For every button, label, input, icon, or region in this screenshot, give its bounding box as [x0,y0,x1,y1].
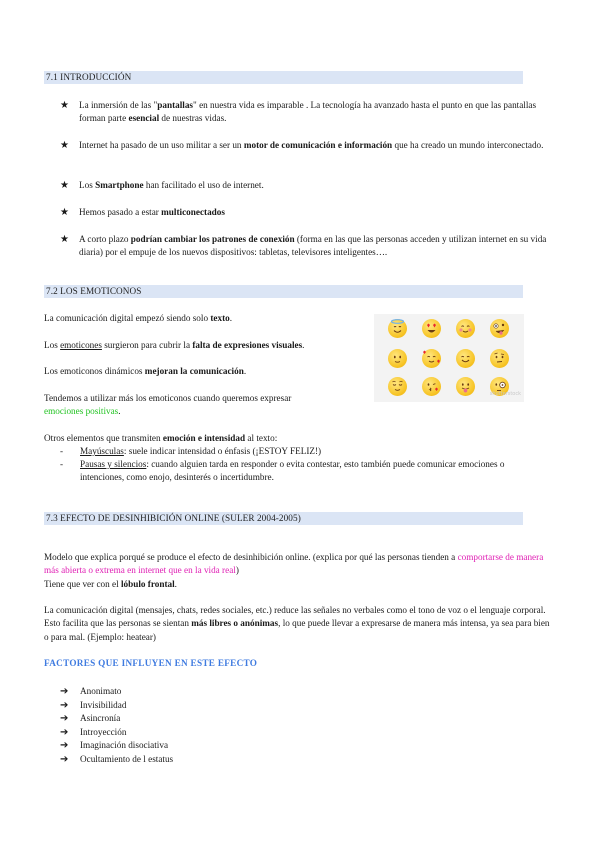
factor-label: Introyección [80,726,127,737]
blush-emoji-icon [456,319,475,338]
arrow-bullet-icon: ➔ [60,726,69,738]
factor-label: Anonimato [80,686,122,696]
heart-eyes-emoji-icon [422,319,441,338]
paragraph: Modelo que explica porqué se produce el efecto de desinhibición online. (explica por qué las personas tienden a comportarse de manera más abierta o extrema en internet que en la vida real) [44,552,544,576]
paragraph: Los emoticones surgieron para cubrir la falta de expresiones visuales. [44,340,305,350]
arrow-bullet-icon: ➔ [60,713,69,724]
factor-label: Invisibilidad [80,699,127,710]
dash-list-item: - Mayúsculas: suele indicar intensidad o énfasis (¡ESTOY FELIZ!) [60,446,322,456]
factor-label: Ocultamiento de l estatus [80,753,174,764]
factor-list-item [60,685,121,698]
star-bullet-icon: ★ [60,234,69,245]
star-bullet-icon: ★ [60,100,69,111]
smiling-hearts-emoji-icon [422,349,441,368]
arrow-bullet-icon: ➔ [60,740,69,751]
factor-list-item [60,699,126,712]
neutral-smile-emoji-icon [388,349,407,368]
section-heading-desinhibicion: 7.3 EFECTO DE DESINHIBICIÓN ONLINE (SULER 2004-2005) [44,512,523,525]
paragraph: La comunicación digital (mensajes, chats, redes sociales, etc.) reduce las señales no verbales como el tono de voz o el lenguaje corporal. Esto facilita que las personas se sientan más libres o anónimas, lo que puede llevar a expresarse de manera más intensa, ya sea para bien o para mal. (Ejemplo: heatear) [44,605,550,642]
paragraph: Los emoticonos dinámicos mejoran la comunicación. [44,366,247,376]
arrow-bullet-icon: ➔ [60,686,69,697]
paragraph: Tendemos a utilizar más los emoticonos cuando queremos expresar emociones positivas. [44,393,292,417]
stock-watermark: shutterstock [489,390,521,397]
paragraph: Otros elementos que transmiten emoción e intensidad al texto: [44,433,278,443]
tongue-out-emoji-icon [456,377,475,396]
bullet-item: ★ Internet ha pasado de un uso militar a ser un motor de comunicación e información que ha creado un mundo interconectado. [60,140,544,151]
factor-list-item [60,712,120,725]
bullet-item: ★ La inmersión de las "pantallas" en nuestra vida es imparable . La tecnología ha avanzado hasta el punto en que las pantallas forman parte esencial de nuestras vidas. [60,100,537,124]
bullet-item: ★ Hemos pasado a estar multiconectados [60,207,225,218]
paragraph: La comunicación digital empezó siendo solo texto. [44,313,233,323]
arrow-bullet-icon: ➔ [60,699,69,711]
section-heading-emoticonos: 7.2 LOS EMOTICONOS [44,285,523,298]
halo-smile-emoji-icon [388,319,407,338]
arrow-bullet-icon: ➔ [60,753,69,765]
factores-heading: FACTORES QUE INFLUYEN EN ESTE EFECTO [44,658,258,668]
emoji-grid-image [374,314,524,402]
dash-list-item: - Pausas y silencios: cuando alguien tarda en responder o evita contestar, esto también puede comunicar emociones o intenciones, como enojo, desinterés o incertidumbre. [60,459,505,483]
factor-label: Asincronía [80,713,121,723]
zany-emoji-icon [490,319,509,338]
star-bullet-icon: ★ [60,140,69,151]
smiling-eyes-emoji-icon [456,349,475,368]
bullet-item: ★ Los Smartphone han facilitado el uso de internet. [60,180,264,191]
factor-list-item [60,739,168,752]
star-bullet-icon: ★ [60,180,69,191]
factor-list-item [60,753,173,766]
factor-label: Imaginación disociativa [80,740,169,750]
star-bullet-icon: ★ [60,207,69,218]
raised-eyebrow-emoji-icon [490,349,509,368]
bullet-item: ★ A corto plazo podrían cambiar los patrones de conexión (forma en las que las personas acceden y utilizan internet en su vida diaria) por el empuje de los nuevos dispositivos: tabletas, televisores inteligentes…. [60,234,547,258]
kissing-heart-emoji-icon [422,377,441,396]
section-heading-introduccion: 7.1 INTRODUCCIÓN [44,71,523,84]
factor-list-item [60,726,126,739]
relieved-emoji-icon [388,377,407,396]
paragraph: Tiene que ver con el lóbulo frontal. [44,579,177,589]
